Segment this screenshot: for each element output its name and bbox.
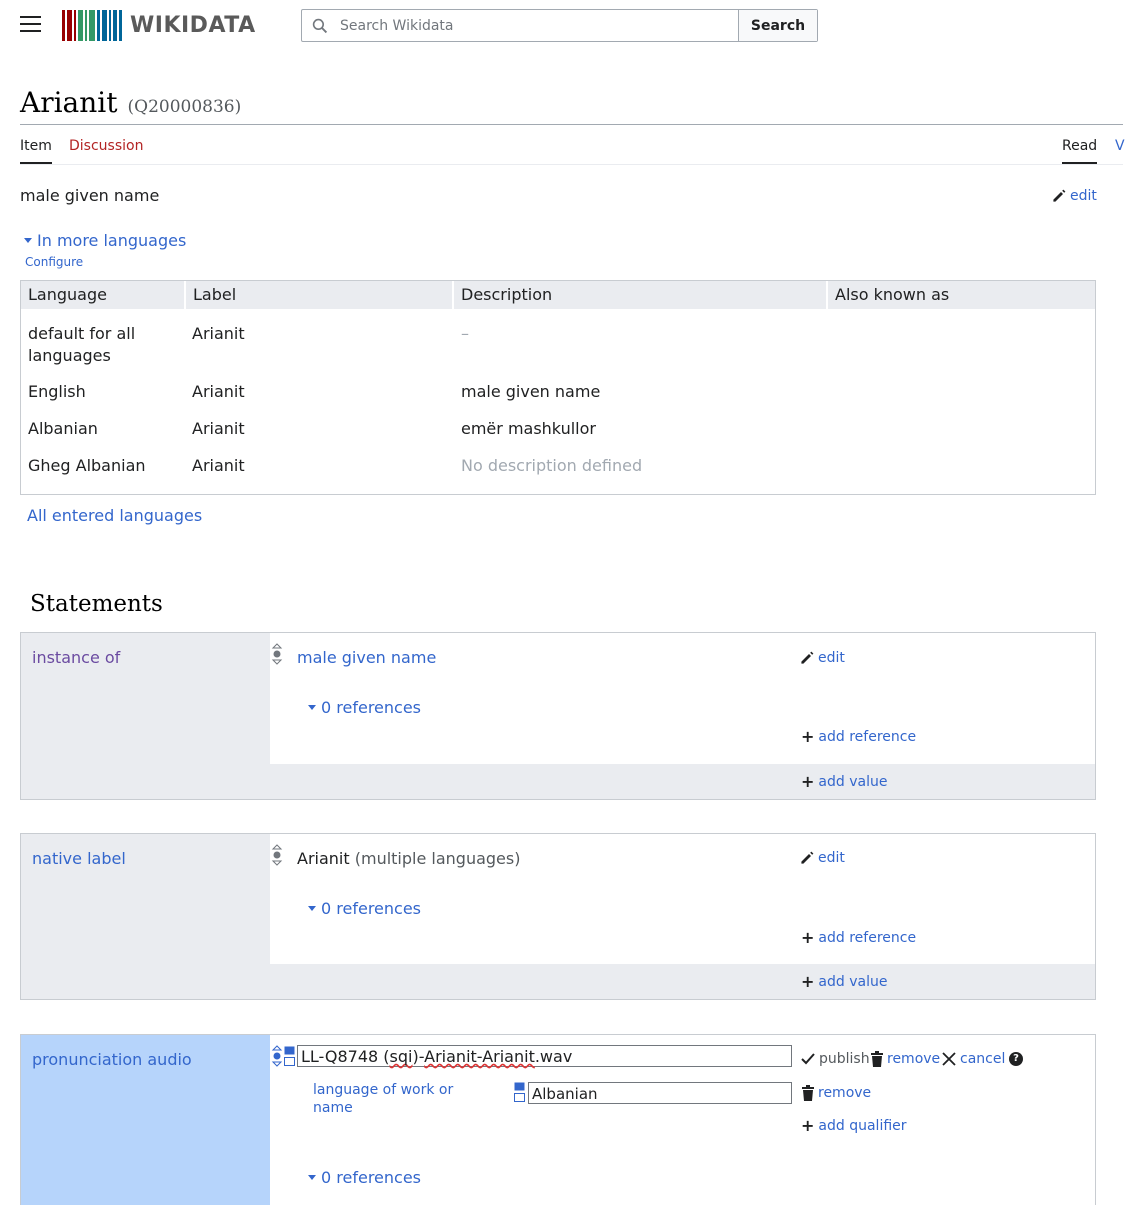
pencil-icon xyxy=(799,850,815,866)
qualifier-value-input[interactable]: Albanian xyxy=(528,1082,792,1104)
references-toggle[interactable]: 0 references xyxy=(308,698,421,717)
statement-value-link[interactable]: male given name xyxy=(297,648,437,667)
property-pronunciation-audio xyxy=(21,1035,270,1205)
wikidata-barcode-icon xyxy=(62,10,124,41)
publish-button[interactable]: publish xyxy=(800,1051,870,1067)
property-link[interactable]: instance of xyxy=(32,648,121,667)
checkmark-icon xyxy=(800,1051,816,1067)
row-language: Gheg Albanian xyxy=(28,456,146,475)
row-description: emër mashkullor xyxy=(461,419,596,438)
pencil-icon xyxy=(799,650,815,666)
add-value-bar xyxy=(270,764,1095,799)
search-input[interactable] xyxy=(302,10,738,41)
plus-icon: + xyxy=(801,972,815,991)
trash-icon xyxy=(801,1085,815,1101)
configure-link[interactable]: Configure xyxy=(25,255,84,269)
plus-icon: + xyxy=(801,772,815,791)
in-more-languages-toggle[interactable]: In more languages xyxy=(24,231,186,250)
row-language: Albanian xyxy=(28,419,98,438)
references-toggle[interactable]: 0 references xyxy=(308,1168,421,1187)
rank-selector-icon[interactable] xyxy=(272,643,282,665)
wikidata-logo[interactable] xyxy=(62,10,256,41)
cancel-button[interactable]: cancel xyxy=(941,1051,1005,1067)
column-header-description: Description xyxy=(454,281,826,309)
page-title xyxy=(20,86,241,119)
row-language: English xyxy=(28,382,86,401)
snak-type-selector-icon[interactable] xyxy=(284,1046,295,1066)
search-button[interactable]: Search xyxy=(738,10,817,41)
close-icon xyxy=(941,1051,957,1067)
row-language: default for all languages xyxy=(28,324,136,365)
tab-discussion[interactable]: Discussion xyxy=(69,138,144,154)
add-value-button[interactable]: + add value xyxy=(801,772,888,791)
remove-button[interactable]: remove xyxy=(870,1051,940,1067)
item-id: (Q20000836) xyxy=(127,97,242,117)
tab-view[interactable]: V xyxy=(1115,138,1125,154)
row-description: No description defined xyxy=(461,456,643,475)
qualifier-remove-button[interactable]: remove xyxy=(801,1085,871,1101)
title-divider xyxy=(20,124,1123,125)
row-label: Arianit xyxy=(192,324,245,343)
caret-down-icon xyxy=(24,238,32,243)
add-value-bar xyxy=(270,964,1095,999)
references-toggle[interactable]: 0 references xyxy=(308,899,421,918)
plus-icon: + xyxy=(801,928,815,947)
caret-down-icon xyxy=(308,705,316,710)
tabs-divider xyxy=(20,164,1123,165)
help-icon[interactable]: ? xyxy=(1009,1052,1023,1066)
logo-text: WIKIDATA xyxy=(130,13,256,38)
edit-statement-button[interactable]: edit xyxy=(799,650,845,666)
edit-description-button[interactable]: edit xyxy=(1051,188,1097,204)
caret-down-icon xyxy=(308,1175,316,1180)
property-link[interactable]: pronunciation audio xyxy=(32,1050,192,1069)
trash-icon xyxy=(870,1051,884,1067)
add-reference-button[interactable]: + add reference xyxy=(801,928,917,947)
row-description: – xyxy=(461,324,469,343)
row-label: Arianit xyxy=(192,382,245,401)
tab-read[interactable]: Read xyxy=(1062,138,1097,164)
statement-instance-of xyxy=(20,632,1096,800)
statement-value-input[interactable]: LL-Q8748 (sqi)-Arianit-Arianit.wav xyxy=(297,1045,792,1067)
plus-icon: + xyxy=(801,727,815,746)
add-qualifier-button[interactable]: + add qualifier xyxy=(801,1116,907,1135)
snak-type-selector-icon[interactable] xyxy=(514,1082,525,1102)
property-native-label xyxy=(21,834,270,999)
language-table xyxy=(20,280,1096,495)
rank-selector-icon[interactable] xyxy=(272,844,282,866)
row-label: Arianit xyxy=(192,456,245,475)
row-label: Arianit xyxy=(192,419,245,438)
plus-icon: + xyxy=(801,1116,815,1135)
add-reference-button[interactable]: + add reference xyxy=(801,727,917,746)
column-header-label: Label xyxy=(186,281,452,309)
main-menu-icon[interactable] xyxy=(20,16,41,33)
statement-native-label xyxy=(20,833,1096,1000)
property-instance-of xyxy=(21,633,270,799)
rank-selector-icon[interactable] xyxy=(272,1045,282,1067)
caret-down-icon xyxy=(308,906,316,911)
pencil-icon xyxy=(1051,188,1067,204)
all-entered-languages-link[interactable]: All entered languages xyxy=(27,506,203,525)
add-value-button[interactable]: + add value xyxy=(801,972,888,991)
edit-statement-button[interactable]: edit xyxy=(799,850,845,866)
item-label: Arianit xyxy=(20,86,118,119)
statement-value: Arianit (multiple languages) xyxy=(297,849,521,868)
search-placeholder: Search Wikidata xyxy=(340,17,454,34)
column-header-aliases: Also known as xyxy=(828,281,1095,309)
statement-pronunciation-audio xyxy=(20,1034,1096,1205)
statements-heading: Statements xyxy=(30,591,163,617)
search-form xyxy=(301,9,818,42)
item-description: male given name xyxy=(20,186,160,205)
search-icon xyxy=(312,18,328,34)
tab-item[interactable]: Item xyxy=(20,138,52,164)
column-header-language: Language xyxy=(21,281,184,309)
row-description: male given name xyxy=(461,382,601,401)
property-link[interactable]: native label xyxy=(32,849,126,868)
qualifier-property-link[interactable]: language of work or name xyxy=(313,1082,454,1116)
